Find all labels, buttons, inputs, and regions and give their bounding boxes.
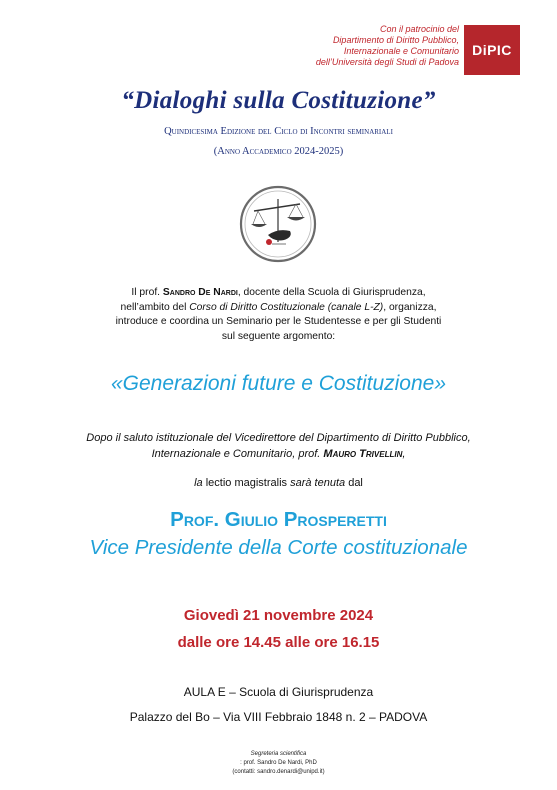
patronage-line: Dipartimento di Diritto Pubblico, — [332, 35, 459, 45]
intro-line-4: sul seguente argomento: — [221, 330, 336, 342]
intro-paragraph — [0, 286, 557, 344]
event-day: Giovedì 21 novembre 2024 — [183, 607, 374, 624]
intro-line-3: introduce e coordina un Seminario per le Studentesse e per gli Studenti — [115, 316, 442, 327]
greeting-line-1: Dopo il saluto istituzionale del Vicedirettore del Dipartimento di Diritto Pubblico, — [86, 432, 471, 444]
event-venue — [0, 680, 557, 730]
footer-secretary — [0, 750, 557, 768]
greeting-paragraph — [0, 430, 557, 462]
seminar-topic: «Generazioni future e Costituzione» — [110, 372, 447, 395]
lectio-article: la — [194, 477, 203, 489]
academic-year: (Anno Accademico 2024-2025) — [213, 146, 344, 157]
organizer-name: Sandro De Nardi — [162, 287, 238, 298]
dipic-logo: DiPIC — [464, 25, 520, 75]
patronage-note — [259, 24, 459, 68]
speaker-role: Vice Presidente della Corte costituzionale — [89, 536, 468, 559]
intro-line-1 — [0, 286, 557, 301]
lectio-text: lectio magistralis — [202, 477, 291, 489]
scales-of-justice-emblem — [238, 184, 318, 264]
speaker-name: Prof. Giulio Prosperetti — [170, 508, 387, 531]
edition-subtitle: Quindicesima Edizione del Ciclo di Incontri seminariali — [164, 126, 393, 137]
footer-person: : prof. Sandro De Nardi, PhD — [240, 760, 317, 766]
venue-address: Palazzo del Bo – Via VIII Febbraio 1848 n. 2 – PADOVA — [129, 710, 428, 724]
greeting-line-2 — [0, 446, 557, 462]
lectio-suffix: dal — [345, 477, 363, 489]
course-name: Corso di Diritto Costituzionale (canale L-Z) — [189, 301, 384, 313]
footer-contact-email: (contatti: sandro.denardi@unipd.it) — [232, 769, 325, 775]
footer-label: Segreteria scientifica — [250, 751, 307, 757]
patronage-line: Con il patrocinio del — [379, 24, 459, 34]
patronage-line: dell’Università degli Studi di Padova — [315, 57, 459, 67]
greeting-prefix: Internazionale e Comunitario, prof. — [151, 448, 324, 460]
intro-course-suffix: , organizza, — [383, 301, 437, 313]
footer-contact — [0, 750, 557, 777]
intro-prefix: Il prof. — [131, 287, 163, 298]
event-time: dalle ore 14.45 alle ore 16.15 — [177, 634, 380, 651]
intro-line-2 — [0, 301, 557, 316]
venue-room: AULA E – Scuola di Giurisprudenza — [183, 685, 374, 699]
patronage-line: Internazionale e Comunitario — [343, 46, 459, 56]
intro-course-prefix: nell’ambito del — [120, 301, 190, 313]
event-title: “Dialoghi sulla Costituzione” — [121, 87, 436, 114]
greeting-suffix: , — [402, 448, 406, 460]
lectio-verb: sarà tenuta — [290, 477, 346, 489]
intro-suffix: , docente della Scuola di Giurisprudenza, — [237, 287, 426, 298]
speaker-block — [0, 506, 557, 562]
lectio-line — [0, 477, 557, 489]
vicedirector-name: Mauro Trivellin — [323, 448, 403, 460]
event-date — [0, 602, 557, 656]
